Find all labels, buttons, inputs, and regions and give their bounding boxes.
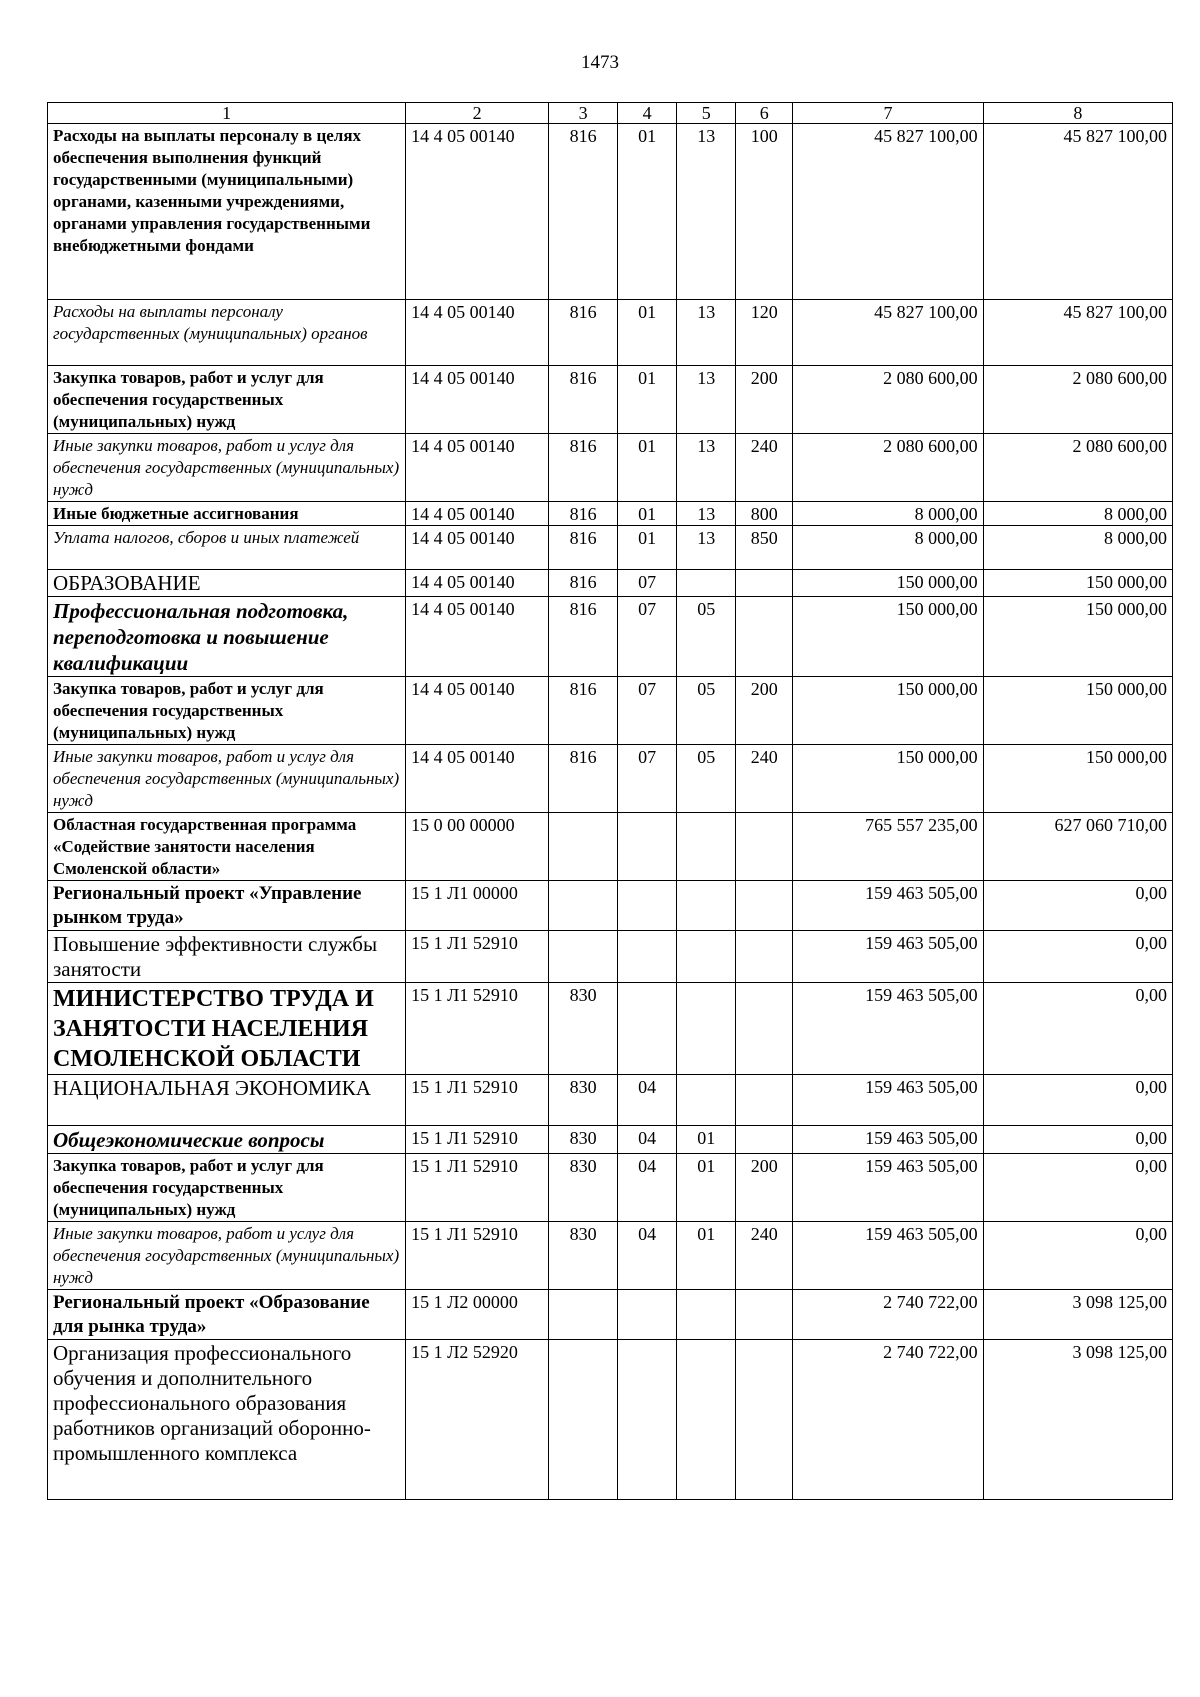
row-col8-amount: 0,00 [983,1154,1172,1222]
row-col7-amount: 150 000,00 [793,677,983,745]
row-col5-cell: 13 [677,502,736,526]
row-name-cell: Закупка товаров, работ и услуг для обеспечения государственных (муниципальных) нужд [48,677,406,745]
row-col4-cell [618,813,677,881]
header-col-3: 3 [549,103,618,124]
row-col8-amount: 0,00 [983,1222,1172,1290]
row-col7-amount: 159 463 505,00 [793,881,983,931]
row-col7-amount: 8 000,00 [793,526,983,570]
row-col5-cell: 13 [677,366,736,434]
row-col3-cell: 830 [549,1222,618,1290]
row-name-cell: Региональный проект «Управление рынком труда» [48,881,406,931]
row-col5-cell [677,1340,736,1500]
row-name-cell: МИНИСТЕРСТВО ТРУДА И ЗАНЯТОСТИ НАСЕЛЕНИЯ СМОЛЕНСКОЙ ОБЛАСТИ [48,983,406,1075]
row-col7-amount: 150 000,00 [793,745,983,813]
row-col8-amount: 8 000,00 [983,526,1172,570]
row-code-cell: 14 4 05 00140 [406,300,549,366]
row-col8-amount: 45 827 100,00 [983,300,1172,366]
row-col7-amount: 159 463 505,00 [793,1222,983,1290]
row-col5-cell: 05 [677,597,736,677]
row-col8-amount: 8 000,00 [983,502,1172,526]
row-col7-amount: 159 463 505,00 [793,931,983,983]
row-col8-amount: 0,00 [983,1126,1172,1154]
row-code-cell: 14 4 05 00140 [406,677,549,745]
row-col3-cell: 816 [549,597,618,677]
row-col6-cell [736,881,793,931]
row-col6-cell: 240 [736,434,793,502]
row-col7-amount: 45 827 100,00 [793,124,983,300]
row-col8-amount: 3 098 125,00 [983,1340,1172,1500]
row-code-cell: 15 1 Л1 00000 [406,881,549,931]
row-col4-cell: 04 [618,1075,677,1126]
row-name-cell: Закупка товаров, работ и услуг для обеспечения государственных (муниципальных) нужд [48,366,406,434]
table-row [48,570,1173,597]
row-code-cell: 15 1 Л1 52910 [406,1126,549,1154]
row-name-cell: Организация профессионального обучения и дополнительного профессионального образования работников организаций оборонно-промышленного комплекса [48,1340,406,1500]
row-col8-amount: 150 000,00 [983,597,1172,677]
row-col3-cell [549,1340,618,1500]
row-name-cell: Уплата налогов, сборов и иных платежей [48,526,406,570]
row-code-cell: 14 4 05 00140 [406,745,549,813]
row-name-cell: Повышение эффективности службы занятости [48,931,406,983]
row-code-cell: 14 4 05 00140 [406,502,549,526]
row-col7-amount: 159 463 505,00 [793,1154,983,1222]
row-col6-cell [736,983,793,1075]
row-col7-amount: 45 827 100,00 [793,300,983,366]
table-row [48,366,1173,434]
table-row [48,434,1173,502]
row-code-cell: 14 4 05 00140 [406,570,549,597]
row-col3-cell: 830 [549,1126,618,1154]
table-row [48,502,1173,526]
row-col3-cell: 816 [549,300,618,366]
row-code-cell: 15 1 Л1 52910 [406,983,549,1075]
table-row [48,597,1173,677]
row-col7-amount: 159 463 505,00 [793,983,983,1075]
row-name-cell: Расходы на выплаты персоналу в целях обеспечения выполнения функций государственными (муниципальными) органами, казенными учреждениями, органами управления государственными внебюджетными фондами [48,124,406,300]
row-code-cell: 15 0 00 00000 [406,813,549,881]
row-col4-cell: 01 [618,300,677,366]
row-col5-cell: 01 [677,1222,736,1290]
row-col8-amount: 0,00 [983,881,1172,931]
table-row [48,526,1173,570]
table-row [48,677,1173,745]
row-code-cell: 15 1 Л1 52910 [406,1154,549,1222]
row-col3-cell: 830 [549,983,618,1075]
row-col8-amount: 2 080 600,00 [983,366,1172,434]
row-name-cell: Иные закупки товаров, работ и услуг для обеспечения государственных (муниципальных) нужд [48,434,406,502]
page-number: 1473 [581,52,619,73]
row-col5-cell [677,931,736,983]
row-col5-cell: 13 [677,526,736,570]
table-row [48,1290,1173,1340]
row-col3-cell: 816 [549,677,618,745]
row-col4-cell: 04 [618,1222,677,1290]
row-code-cell: 14 4 05 00140 [406,597,549,677]
row-col7-amount: 159 463 505,00 [793,1126,983,1154]
row-col5-cell: 13 [677,124,736,300]
row-col3-cell: 816 [549,526,618,570]
row-col8-amount: 150 000,00 [983,745,1172,813]
row-col7-amount: 2 080 600,00 [793,434,983,502]
table-row [48,983,1173,1075]
row-col4-cell: 07 [618,570,677,597]
row-col6-cell [736,1075,793,1126]
row-col7-amount: 765 557 235,00 [793,813,983,881]
row-col8-amount: 3 098 125,00 [983,1290,1172,1340]
row-col5-cell [677,983,736,1075]
row-col7-amount: 8 000,00 [793,502,983,526]
row-code-cell: 15 1 Л1 52910 [406,931,549,983]
row-col6-cell [736,1126,793,1154]
row-col4-cell: 01 [618,434,677,502]
row-col4-cell: 07 [618,597,677,677]
table-row [48,813,1173,881]
row-name-cell: Расходы на выплаты персоналу государственных (муниципальных) органов [48,300,406,366]
row-col6-cell [736,570,793,597]
row-col7-amount: 159 463 505,00 [793,1075,983,1126]
row-col4-cell [618,931,677,983]
row-name-cell: Региональный проект «Образование для рынка труда» [48,1290,406,1340]
row-col3-cell: 816 [549,124,618,300]
row-col4-cell: 07 [618,745,677,813]
table-row [48,300,1173,366]
row-code-cell: 14 4 05 00140 [406,124,549,300]
row-col7-amount: 2 740 722,00 [793,1340,983,1500]
table-row [48,124,1173,300]
row-code-cell: 14 4 05 00140 [406,434,549,502]
row-col5-cell [677,1290,736,1340]
row-col7-amount: 150 000,00 [793,597,983,677]
row-col6-cell [736,1340,793,1500]
row-col4-cell [618,881,677,931]
row-col4-cell [618,983,677,1075]
row-col8-amount: 2 080 600,00 [983,434,1172,502]
row-col4-cell: 04 [618,1126,677,1154]
row-col6-cell [736,931,793,983]
row-col5-cell: 01 [677,1154,736,1222]
row-name-cell: Иные закупки товаров, работ и услуг для обеспечения государственных (муниципальных) нужд [48,745,406,813]
row-name-cell: Иные закупки товаров, работ и услуг для обеспечения государственных (муниципальных) нужд [48,1222,406,1290]
row-col3-cell: 816 [549,570,618,597]
row-col7-amount: 2 740 722,00 [793,1290,983,1340]
row-col6-cell: 850 [736,526,793,570]
row-name-cell: Закупка товаров, работ и услуг для обеспечения государственных (муниципальных) нужд [48,1154,406,1222]
row-col5-cell: 05 [677,745,736,813]
table-row [48,881,1173,931]
header-col-1: 1 [48,103,406,124]
header-col-8: 8 [983,103,1172,124]
row-name-cell: Иные бюджетные ассигнования [48,502,406,526]
row-name-cell: Общеэкономические вопросы [48,1126,406,1154]
row-code-cell: 15 1 Л1 52910 [406,1222,549,1290]
row-col5-cell [677,570,736,597]
row-col6-cell: 240 [736,745,793,813]
row-col5-cell: 05 [677,677,736,745]
table-body [48,124,1173,1500]
row-col8-amount: 150 000,00 [983,570,1172,597]
row-col8-amount: 45 827 100,00 [983,124,1172,300]
row-col6-cell [736,1290,793,1340]
row-col4-cell: 01 [618,502,677,526]
row-col6-cell: 240 [736,1222,793,1290]
row-col3-cell: 816 [549,745,618,813]
row-col5-cell: 13 [677,434,736,502]
row-col3-cell: 830 [549,1154,618,1222]
row-name-cell: ОБРАЗОВАНИЕ [48,570,406,597]
row-col4-cell: 04 [618,1154,677,1222]
header-col-7: 7 [793,103,983,124]
row-col8-amount: 150 000,00 [983,677,1172,745]
table-row [48,1126,1173,1154]
row-col6-cell: 100 [736,124,793,300]
row-name-cell: НАЦИОНАЛЬНАЯ ЭКОНОМИКА [48,1075,406,1126]
header-col-5: 5 [677,103,736,124]
row-col7-amount: 150 000,00 [793,570,983,597]
row-col5-cell [677,1075,736,1126]
table-row [48,1154,1173,1222]
row-col6-cell: 200 [736,677,793,745]
row-col6-cell: 200 [736,366,793,434]
row-code-cell: 15 1 Л1 52910 [406,1075,549,1126]
row-col5-cell [677,881,736,931]
row-col4-cell: 07 [618,677,677,745]
budget-table [47,102,1173,1500]
row-code-cell: 15 1 Л2 00000 [406,1290,549,1340]
row-col3-cell [549,813,618,881]
row-col5-cell [677,813,736,881]
row-col8-amount: 0,00 [983,931,1172,983]
row-col4-cell: 01 [618,366,677,434]
table-row [48,1222,1173,1290]
row-col8-amount: 0,00 [983,1075,1172,1126]
row-col4-cell [618,1340,677,1500]
row-col3-cell [549,1290,618,1340]
row-name-cell: Областная государственная программа «Содействие занятости населения Смоленской области» [48,813,406,881]
row-col6-cell: 120 [736,300,793,366]
row-col6-cell [736,813,793,881]
row-col3-cell: 816 [549,434,618,502]
header-col-4: 4 [618,103,677,124]
table-row [48,931,1173,983]
row-col4-cell [618,1290,677,1340]
row-col5-cell: 01 [677,1126,736,1154]
row-col6-cell [736,597,793,677]
row-col8-amount: 0,00 [983,983,1172,1075]
row-col4-cell: 01 [618,124,677,300]
row-col3-cell: 816 [549,366,618,434]
header-row [48,103,1173,124]
row-code-cell: 15 1 Л2 52920 [406,1340,549,1500]
row-col3-cell [549,931,618,983]
row-col3-cell: 816 [549,502,618,526]
row-col5-cell: 13 [677,300,736,366]
row-col6-cell: 800 [736,502,793,526]
row-code-cell: 14 4 05 00140 [406,366,549,434]
table-row [48,1340,1173,1500]
table-row [48,745,1173,813]
row-col6-cell: 200 [736,1154,793,1222]
row-code-cell: 14 4 05 00140 [406,526,549,570]
row-col3-cell: 830 [549,1075,618,1126]
table-row [48,1075,1173,1126]
row-name-cell: Профессиональная подготовка, переподготовка и повышение квалификации [48,597,406,677]
row-col4-cell: 01 [618,526,677,570]
row-col3-cell [549,881,618,931]
header-col-2: 2 [406,103,549,124]
row-col7-amount: 2 080 600,00 [793,366,983,434]
header-col-6: 6 [736,103,793,124]
row-col8-amount: 627 060 710,00 [983,813,1172,881]
